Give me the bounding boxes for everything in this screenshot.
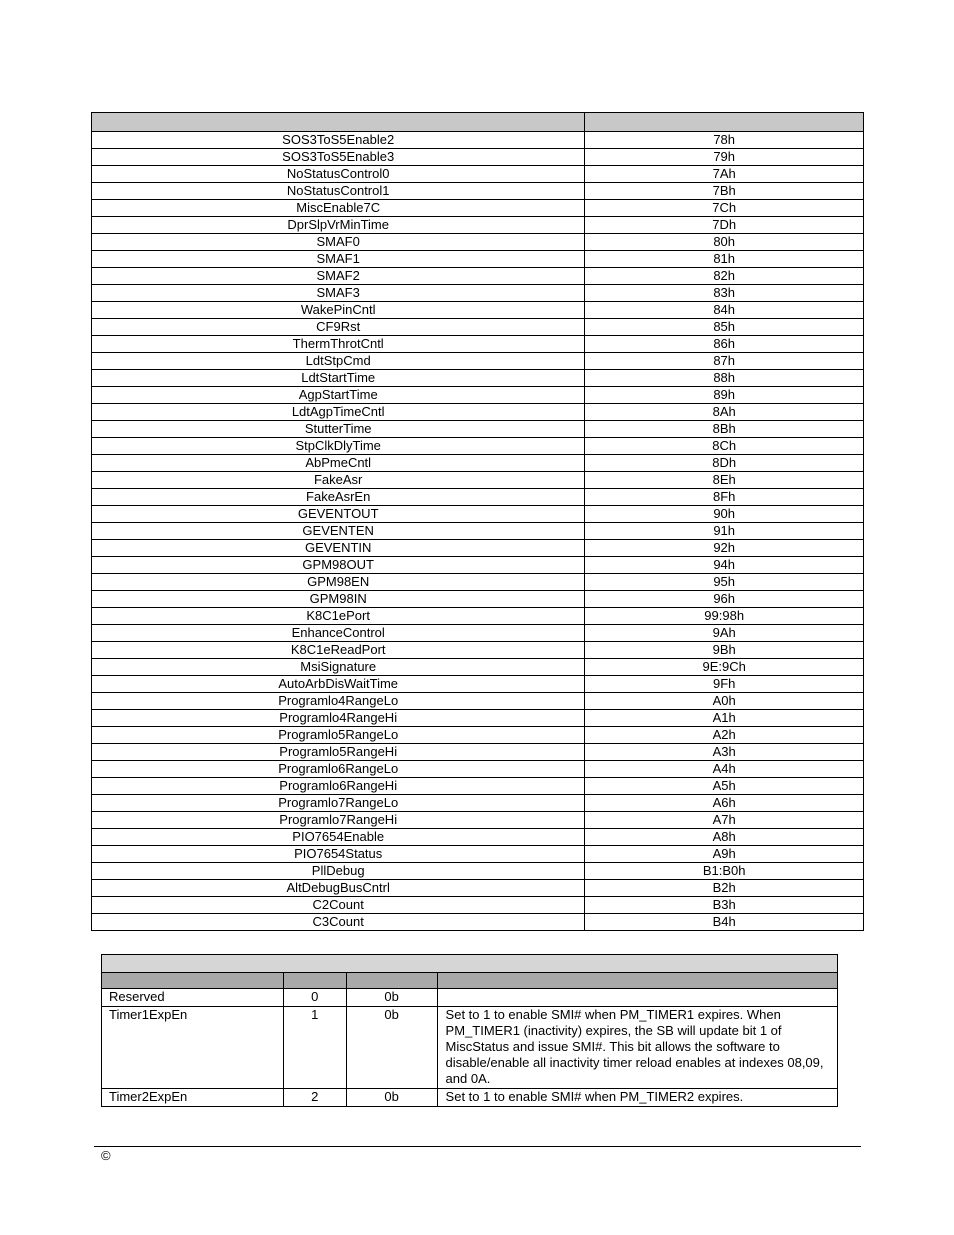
register-index-cell: 78h xyxy=(585,132,864,149)
register-index-cell: 7Ah xyxy=(585,166,864,183)
register-index-cell: A3h xyxy=(585,744,864,761)
table-row xyxy=(92,846,864,863)
table-row xyxy=(92,149,864,166)
register-index-cell: A7h xyxy=(585,812,864,829)
field-name-header xyxy=(102,973,284,989)
default-cell: 0b xyxy=(346,989,437,1007)
register-index-cell: A2h xyxy=(585,727,864,744)
table-row xyxy=(92,523,864,540)
bits-cell: 1 xyxy=(283,1007,346,1089)
register-index-cell: 9Bh xyxy=(585,642,864,659)
table-row xyxy=(102,1007,838,1089)
table-row xyxy=(92,829,864,846)
register-index-cell: B1:B0h xyxy=(585,863,864,880)
description-cell: Set to 1 to enable SMI# when PM_TIMER1 expires. When PM_TIMER1 (inactivity) expires, the SB will update bit 1 of MiscStatus and issue SMI#. This bit allows the software to disable/enable all inactivity timer reload enables at indexes 08,09, and 0A. xyxy=(437,1007,837,1089)
table-row xyxy=(92,761,864,778)
table-row xyxy=(92,319,864,336)
table-row xyxy=(92,370,864,387)
register-name-cell: EnhanceControl xyxy=(92,625,585,642)
table-row xyxy=(92,710,864,727)
default-cell: 0b xyxy=(346,1089,437,1107)
table-row xyxy=(92,727,864,744)
table-row xyxy=(92,404,864,421)
register-index-cell: 80h xyxy=(585,234,864,251)
register-index-cell: 8Bh xyxy=(585,421,864,438)
register-index-cell: A8h xyxy=(585,829,864,846)
table-row xyxy=(92,421,864,438)
bit-field-table xyxy=(101,954,838,1107)
register-index-cell: A0h xyxy=(585,693,864,710)
register-index-cell: 88h xyxy=(585,370,864,387)
bit-table-header xyxy=(102,973,838,989)
register-name-cell: WakePinCntl xyxy=(92,302,585,319)
register-index-cell: 85h xyxy=(585,319,864,336)
register-name-cell: SMAF3 xyxy=(92,285,585,302)
table-row xyxy=(92,217,864,234)
register-index-cell: A5h xyxy=(585,778,864,795)
table-row xyxy=(102,989,838,1007)
bit-table-body xyxy=(102,989,838,1107)
table-row xyxy=(92,166,864,183)
table-row xyxy=(92,540,864,557)
table-row xyxy=(92,608,864,625)
register-index-cell: 96h xyxy=(585,591,864,608)
table-row xyxy=(92,574,864,591)
field-name-cell: Reserved xyxy=(102,989,284,1007)
register-name-cell: FakeAsr xyxy=(92,472,585,489)
register-name-cell: GPM98EN xyxy=(92,574,585,591)
register-index-cell: 81h xyxy=(585,251,864,268)
register-index-cell: 87h xyxy=(585,353,864,370)
register-name-cell: K8C1eReadPort xyxy=(92,642,585,659)
table-row xyxy=(92,676,864,693)
register-name-cell: C3Count xyxy=(92,914,585,931)
register-index-cell: 7Dh xyxy=(585,217,864,234)
register-index-cell: 83h xyxy=(585,285,864,302)
register-index-cell: A1h xyxy=(585,710,864,727)
bits-header xyxy=(283,973,346,989)
register-index-cell: 84h xyxy=(585,302,864,319)
table-row xyxy=(92,234,864,251)
bit-table-title-row xyxy=(102,955,838,973)
register-name-header xyxy=(92,113,585,132)
table-row xyxy=(92,625,864,642)
register-name-cell: CF9Rst xyxy=(92,319,585,336)
register-index-cell: 94h xyxy=(585,557,864,574)
field-name-cell: Timer1ExpEn xyxy=(102,1007,284,1089)
register-name-cell: NoStatusControl1 xyxy=(92,183,585,200)
table-row xyxy=(102,1089,838,1107)
table-row xyxy=(92,251,864,268)
register-name-cell: MsiSignature xyxy=(92,659,585,676)
table-row xyxy=(92,557,864,574)
table-row xyxy=(92,914,864,931)
register-name-cell: K8C1ePort xyxy=(92,608,585,625)
register-index-cell: 89h xyxy=(585,387,864,404)
table-row xyxy=(92,353,864,370)
register-name-cell: ThermThrotCntl xyxy=(92,336,585,353)
table-row xyxy=(92,778,864,795)
table-row xyxy=(92,795,864,812)
register-name-cell: Programlo7RangeLo xyxy=(92,795,585,812)
register-index-cell: 8Ah xyxy=(585,404,864,421)
table-row xyxy=(92,455,864,472)
description-cell xyxy=(437,989,837,1007)
table-row xyxy=(92,506,864,523)
register-index-cell: 82h xyxy=(585,268,864,285)
register-name-cell: LdtStpCmd xyxy=(92,353,585,370)
register-index-cell: 92h xyxy=(585,540,864,557)
bits-cell: 2 xyxy=(283,1089,346,1107)
register-name-cell: DprSlpVrMinTime xyxy=(92,217,585,234)
register-index-cell: A9h xyxy=(585,846,864,863)
table-row xyxy=(92,132,864,149)
register-index-cell: 7Ch xyxy=(585,200,864,217)
register-index-cell: B2h xyxy=(585,880,864,897)
register-name-cell: PllDebug xyxy=(92,863,585,880)
register-name-cell: MiscEnable7C xyxy=(92,200,585,217)
register-index-cell: 9Fh xyxy=(585,676,864,693)
register-index-cell: 86h xyxy=(585,336,864,353)
register-name-cell: SMAF2 xyxy=(92,268,585,285)
field-name-cell: Timer2ExpEn xyxy=(102,1089,284,1107)
table-row xyxy=(92,268,864,285)
register-index-header xyxy=(585,113,864,132)
register-index-cell: B4h xyxy=(585,914,864,931)
register-name-cell: GEVENTEN xyxy=(92,523,585,540)
table-row xyxy=(92,693,864,710)
register-index-cell: 8Eh xyxy=(585,472,864,489)
register-index-cell: 9E:9Ch xyxy=(585,659,864,676)
register-name-cell: PIO7654Status xyxy=(92,846,585,863)
table-row xyxy=(92,302,864,319)
register-name-cell: Programlo7RangeHi xyxy=(92,812,585,829)
register-name-cell: Programlo4RangeLo xyxy=(92,693,585,710)
footer-divider xyxy=(94,1146,861,1147)
bit-table-title xyxy=(102,955,838,973)
register-index-cell: 99:98h xyxy=(585,608,864,625)
default-header xyxy=(346,973,437,989)
register-name-cell: SOS3ToS5Enable2 xyxy=(92,132,585,149)
table-row xyxy=(92,863,864,880)
bits-cell: 0 xyxy=(283,989,346,1007)
register-name-cell: Programlo6RangeLo xyxy=(92,761,585,778)
table-row xyxy=(92,897,864,914)
register-name-cell: SMAF1 xyxy=(92,251,585,268)
register-name-cell: GEVENTIN xyxy=(92,540,585,557)
register-name-cell: SMAF0 xyxy=(92,234,585,251)
default-cell: 0b xyxy=(346,1007,437,1089)
table-row xyxy=(92,387,864,404)
register-table-body xyxy=(92,132,864,931)
register-index-cell: 90h xyxy=(585,506,864,523)
register-name-cell: AutoArbDisWaitTime xyxy=(92,676,585,693)
register-name-cell: AgpStartTime xyxy=(92,387,585,404)
register-index-cell: 9Ah xyxy=(585,625,864,642)
table-row xyxy=(92,200,864,217)
table-row xyxy=(92,880,864,897)
register-name-cell: GEVENTOUT xyxy=(92,506,585,523)
register-index-cell: A4h xyxy=(585,761,864,778)
register-name-cell: StutterTime xyxy=(92,421,585,438)
register-index-cell: 7Bh xyxy=(585,183,864,200)
register-index-cell: 91h xyxy=(585,523,864,540)
table-row xyxy=(92,336,864,353)
register-table-header xyxy=(92,113,864,132)
table-row xyxy=(92,659,864,676)
register-name-cell: SOS3ToS5Enable3 xyxy=(92,149,585,166)
register-name-cell: NoStatusControl0 xyxy=(92,166,585,183)
register-index-cell: 95h xyxy=(585,574,864,591)
register-name-cell: Programlo5RangeLo xyxy=(92,727,585,744)
table-row xyxy=(92,489,864,506)
register-name-cell: Programlo6RangeHi xyxy=(92,778,585,795)
table-row xyxy=(92,472,864,489)
register-name-cell: StpClkDlyTime xyxy=(92,438,585,455)
table-row xyxy=(92,642,864,659)
register-name-cell: Programlo4RangeHi xyxy=(92,710,585,727)
table-row xyxy=(92,591,864,608)
table-row xyxy=(92,744,864,761)
register-index-cell: 8Ch xyxy=(585,438,864,455)
register-name-cell: LdtAgpTimeCntl xyxy=(92,404,585,421)
register-name-cell: AbPmeCntl xyxy=(92,455,585,472)
register-name-cell: PIO7654Enable xyxy=(92,829,585,846)
register-name-cell: LdtStartTime xyxy=(92,370,585,387)
description-header xyxy=(437,973,837,989)
register-name-cell: FakeAsrEn xyxy=(92,489,585,506)
register-name-cell: AltDebugBusCntrl xyxy=(92,880,585,897)
description-cell: Set to 1 to enable SMI# when PM_TIMER2 expires. xyxy=(437,1089,837,1107)
register-name-cell: GPM98OUT xyxy=(92,557,585,574)
register-name-cell: GPM98IN xyxy=(92,591,585,608)
table-row xyxy=(92,285,864,302)
register-index-cell: 79h xyxy=(585,149,864,166)
table-row xyxy=(92,183,864,200)
register-name-cell: C2Count xyxy=(92,897,585,914)
table-row xyxy=(92,812,864,829)
register-index-table xyxy=(91,112,864,931)
register-index-cell: B3h xyxy=(585,897,864,914)
register-index-cell: A6h xyxy=(585,795,864,812)
table-row xyxy=(92,438,864,455)
register-index-cell: 8Dh xyxy=(585,455,864,472)
register-index-cell: 8Fh xyxy=(585,489,864,506)
register-name-cell: Programlo5RangeHi xyxy=(92,744,585,761)
footer-copyright: © xyxy=(101,1148,111,1163)
